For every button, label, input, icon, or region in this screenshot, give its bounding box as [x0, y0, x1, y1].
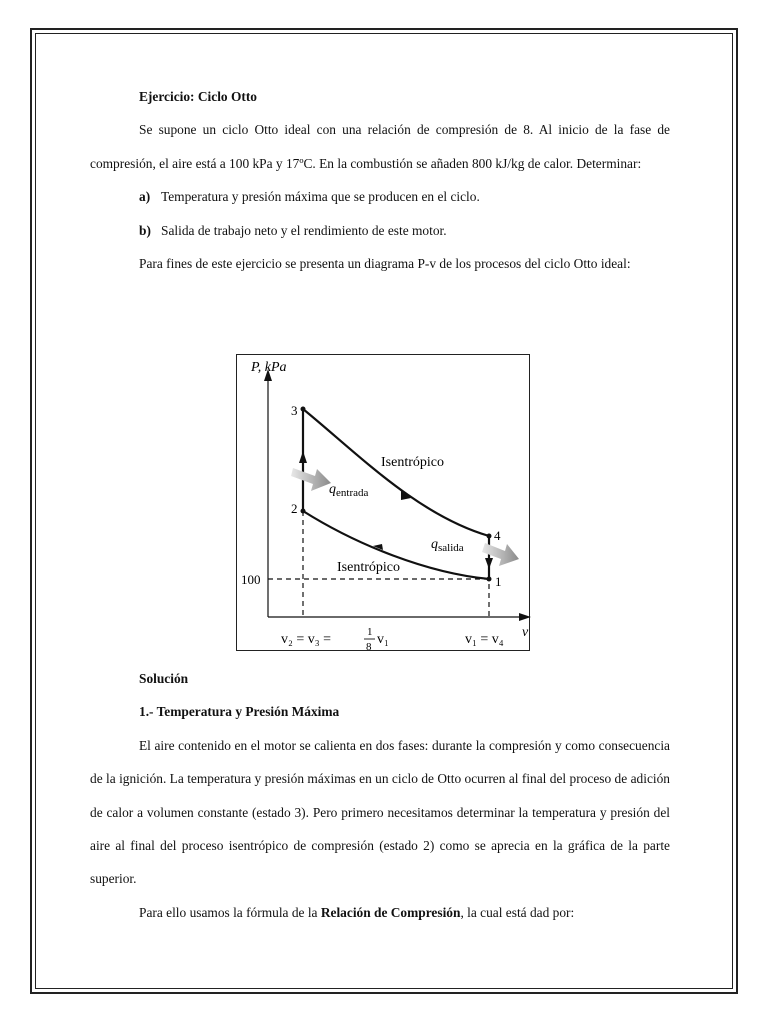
- solution-section: [90, 662, 670, 929]
- solution-subtitle: 1.- Temperatura y Presión Máxima: [139, 704, 340, 720]
- q-in-label: [329, 482, 368, 499]
- pressure-tick-label: 100: [241, 572, 261, 587]
- arrow-4-1: [485, 558, 493, 569]
- list-marker-b: b): [139, 222, 151, 238]
- state-point-1: [487, 577, 492, 582]
- point-label-4: 4: [494, 528, 501, 543]
- q-out-subscript: salida: [438, 542, 464, 554]
- point-label-2: 2: [291, 501, 298, 516]
- list-marker-a: a): [139, 189, 151, 205]
- exercise-title: Ejercicio: Ciclo Otto: [139, 89, 257, 104]
- paragraph2-bold: Relación de Compresión: [320, 904, 461, 920]
- arrow-2-3: [299, 451, 307, 463]
- list-text-b: Salida de trabajo neto y el rendimiento de este motor.: [161, 222, 447, 238]
- q-in-symbol: q: [329, 482, 336, 497]
- point-label-1: 1: [495, 574, 502, 589]
- v-left-main: v₂ = v₃ =: [281, 632, 332, 647]
- pv-diagram-svg: [237, 355, 531, 652]
- solution-title: Solución: [139, 671, 189, 686]
- v-left-tail: v₁: [377, 632, 389, 647]
- curve-label-top: Isentrópico: [381, 455, 444, 470]
- curve-label-bottom: Isentrópico: [337, 560, 400, 575]
- solution-paragraph-2: [90, 896, 670, 929]
- heat-in-arrow: [291, 468, 331, 491]
- q-out-label: [431, 537, 464, 554]
- v-right-label: v₁ = v₄: [465, 632, 504, 647]
- v-left-frac-num: 1: [367, 626, 373, 638]
- process-3-4: [303, 409, 489, 536]
- paragraph2-start: Para ello usamos la fórmula de la: [139, 904, 321, 920]
- list-item-a: [90, 180, 670, 213]
- y-axis-label: P, kPa: [251, 360, 287, 375]
- paragraph2-end: , la cual está dad por:: [460, 904, 575, 920]
- state-point-4: [487, 534, 492, 539]
- x-axis-arrowhead: [519, 613, 531, 621]
- x-axis-label: v: [522, 625, 529, 640]
- list-item-b: [90, 214, 670, 247]
- v-left-label: [281, 632, 331, 647]
- state-point-2: [301, 509, 306, 514]
- pv-diagram: [236, 354, 530, 651]
- solution-paragraph-1: El aire contenido en el motor se calienta en dos fases: durante la compresión y como consecuencia de la ignición. La temperatura y presión máximas en un ciclo de Otto ocurren al final del proceso de adición de calor a volumen constante (estado 3). Pero primero necesitamos determinar la temperatura y presión del aire al final del proceso isentrópico de compresión (estado 2) como se aprecia en la gráfica de la parte superior.: [90, 737, 670, 887]
- state-point-3: [301, 407, 306, 412]
- intro-paragraph: Se supone un ciclo Otto ideal con una relación de compresión de 8. Al inicio de la fase de compresión, el aire está a 100 kPa y 17ºC. En la combustión se añaden 800 kJ/kg de calor. Determinar:: [90, 122, 670, 171]
- figure-intro-paragraph: Para fines de este ejercicio se presenta un diagrama P-v de los procesos del ciclo Otto ideal:: [139, 256, 631, 272]
- point-label-3: 3: [291, 403, 298, 418]
- q-in-subscript: entrada: [336, 487, 369, 499]
- list-text-a: Temperatura y presión máxima que se producen en el ciclo.: [161, 189, 480, 205]
- intro-section: [90, 80, 670, 280]
- q-out-symbol: q: [431, 537, 438, 552]
- v-left-frac-den: 8: [366, 641, 372, 652]
